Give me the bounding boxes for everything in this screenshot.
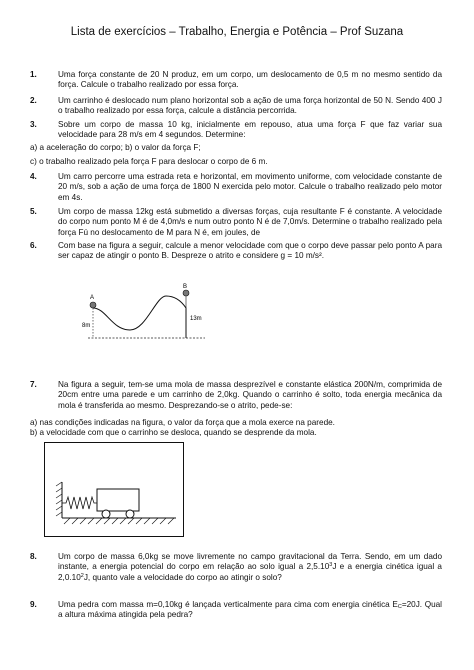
question-9 (30, 600, 442, 621)
cart-body (97, 489, 139, 511)
q9-text-part: =20J. Qual a altura máxima atingida pela pedra? (58, 600, 442, 620)
q3-item-ab: a) a aceleração do corpo; b) o valor da força F; (30, 143, 201, 152)
height-label-a: 8m (82, 323, 91, 329)
q7-item-a: a) nas condições indicadas na figura, o valor da força que a mola exerce na parede. (30, 418, 335, 427)
question-number: 3. (30, 120, 37, 129)
question-number: 7. (30, 380, 37, 389)
question-text: Um corpo de massa 12kg está submetido a diversas forças, cuja resultante F é constante. A velocidade do corpo num ponto M é de 4,0m/s e num outro ponto N é de 7,0m/s. Determine o trabalho realizado pela força Fú no deslocamento de M para N é, em joules, de (58, 207, 442, 237)
question-number: 1. (30, 70, 37, 79)
question-text: Com base na figura a seguir, calcule a menor velocidade com que o corpo deve passar pelo ponto A para ser capaz de atingir o ponto B. Despreze o atrito e considere g = 10 m/s². (58, 241, 442, 261)
height-label-b: 13m (190, 316, 202, 322)
label-point-a: A (90, 295, 95, 301)
q3-item-c: c) o trabalho realizado pela força F para deslocar o corpo de 6 m. (30, 157, 268, 166)
wall-hatch (56, 482, 62, 516)
ball-b (183, 290, 189, 296)
floor-hatch (64, 518, 174, 524)
q8-text-part: Um corpo de massa 6,0kg se move livremente no campo gravitacional da Terra. Sendo, em um dado instante, a energia potencial do corpo em relação ao solo igual a 2,5.10 (58, 552, 442, 572)
q8-text-part: J, quanto vale a velocidade do corpo ao atingir o solo? (83, 572, 282, 582)
question-number: 6. (30, 241, 37, 250)
question-number: 4. (30, 172, 37, 181)
q8-text-part: J e a energia cinética igual a 2,0.10 (58, 562, 442, 582)
page-title: Lista de exercícios – Trabalho, Energia e Potência – Prof Suzana (70, 26, 404, 38)
question-number: 8. (30, 552, 37, 561)
question-2 (30, 96, 442, 117)
question-7 (30, 380, 442, 411)
q8-exponent: 2 (80, 572, 84, 579)
cart-wheel-left (102, 510, 110, 518)
label-point-b: B (183, 284, 188, 290)
cart-wheel-right (126, 510, 134, 518)
ball-a (90, 302, 96, 308)
question-text: Um carrinho é deslocado num plano horizontal sob a ação de uma força horizontal de 50 N. Sendo 400 J o trabalho realizado por essa força, calcule a distância percorrida. (58, 96, 442, 116)
question-text (58, 600, 442, 621)
question-text: Um carro percorre uma estrada reta e horizontal, em movimento uniforme, com velocidade constante de 20 m/s, sob a ação de uma força de 1800 N exercida pelo motor. Calcule o trabalho realizado pelo motor em 4s. (58, 172, 442, 202)
question-3 (30, 120, 442, 141)
track-curve (93, 296, 186, 338)
question-5 (30, 207, 442, 238)
spring-cart-figure (44, 442, 184, 537)
track-figure (80, 280, 210, 360)
spring (62, 497, 97, 509)
question-number: 5. (30, 207, 37, 216)
question-6 (30, 241, 442, 262)
q9-subscript: C (397, 604, 402, 610)
question-8 (30, 552, 442, 583)
question-text (58, 552, 442, 583)
question-text: Uma força constante de 20 N produz, em um corpo, um deslocamento de 0,5 m no mesmo sentido da força. Calcule o trabalho realizado por essa força. (58, 70, 442, 90)
question-1 (30, 70, 442, 91)
q9-text-part: Uma pedra com massa m=0,10kg é lançada verticalmente para cima com energia cinética E (58, 600, 398, 609)
question-number: 9. (30, 600, 37, 609)
question-number: 2. (30, 96, 37, 105)
q7-item-b: b) a velocidade com que o carrinho se desloca, quando se desprende da mola. (30, 428, 317, 437)
q8-exponent: 3 (329, 562, 333, 569)
question-text: Na figura a seguir, tem-se uma mola de massa desprezível e constante elástica 200N/m, comprimida de 20cm entre uma parede e um carrinho de 2,0kg. Quando o carrinho é solto, toda energia mecânica da mola é transferida ao mesmo. Desprezando-se o atrito, pede-se: (58, 380, 442, 410)
question-text: Sobre um corpo de massa 10 kg, inicialmente em repouso, atua uma força F que faz variar sua velocidade para 28 m/s em 4 segundos. Determine: (58, 120, 442, 140)
question-4 (30, 172, 442, 203)
